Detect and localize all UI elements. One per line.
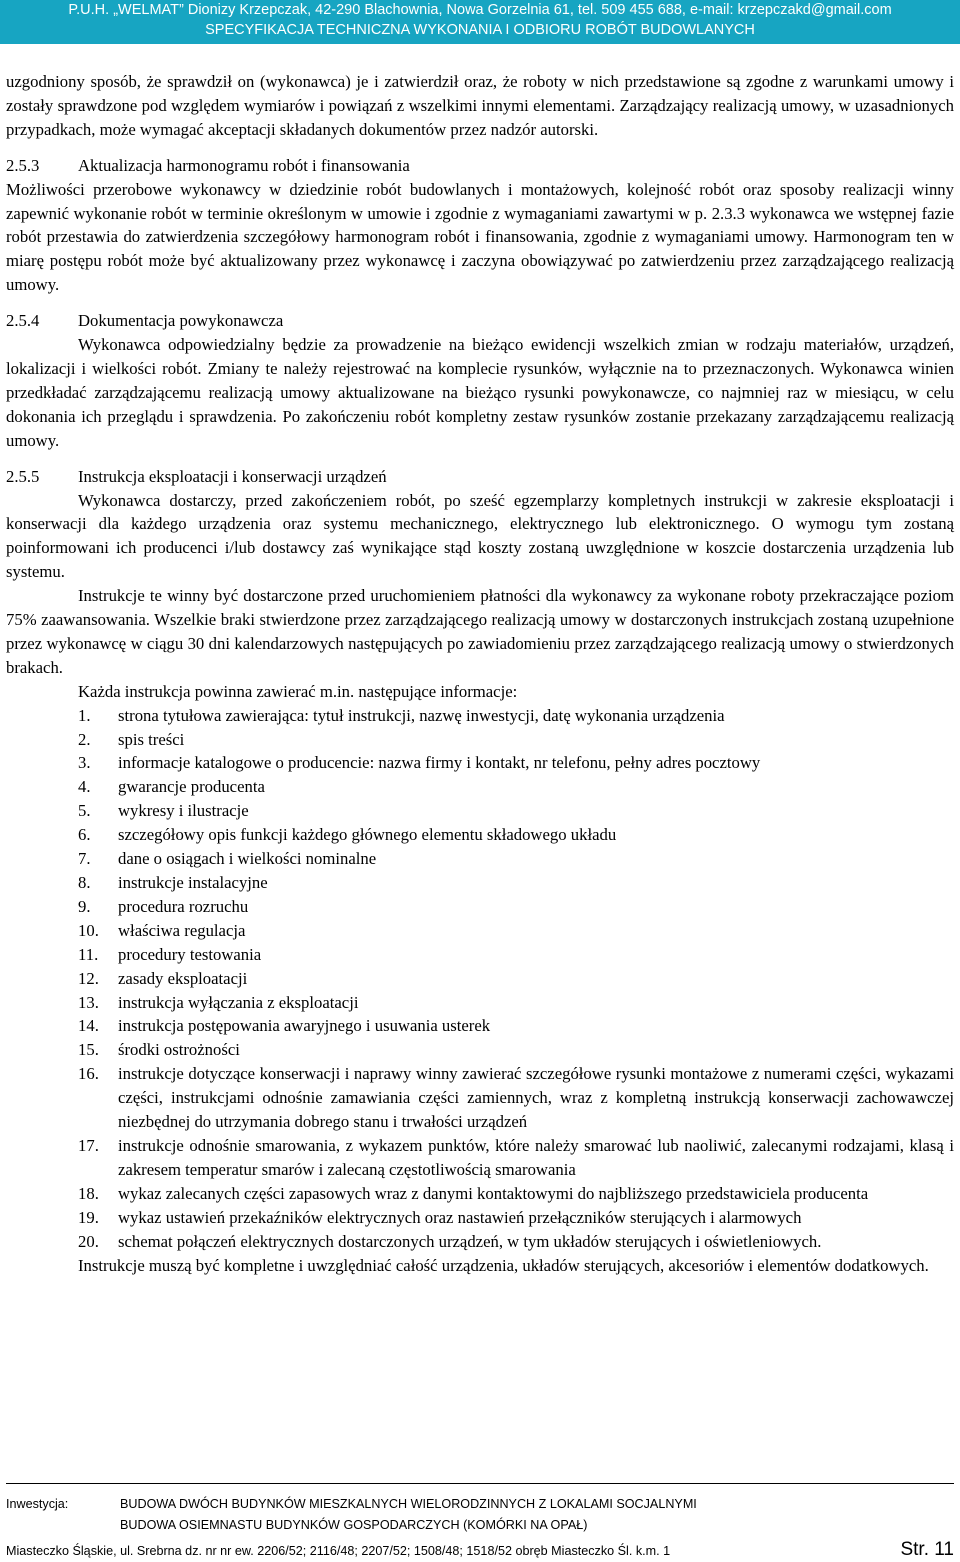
list-item bbox=[6, 823, 954, 847]
list-item-number: 17. bbox=[78, 1135, 99, 1155]
list-item-text: spis treści bbox=[118, 729, 185, 749]
footer-investment-row-2 bbox=[6, 1515, 954, 1536]
document-body bbox=[6, 70, 954, 1277]
footer-address: Miasteczko Śląskie, ul. Srebrna dz. nr nr ew. 2206/52; 2116/48; 2207/52; 1508/48; 1518/52 obręb Miasteczko Śl. k.m. 1 bbox=[6, 1544, 671, 1558]
list-item bbox=[6, 751, 954, 775]
list-item-number: 16. bbox=[78, 1064, 99, 1084]
list-item-text: wykaz ustawień przekaźników elektrycznych oraz nastawień przełączników sterujących i alarmowych bbox=[118, 1207, 802, 1227]
list-item-text: zasady eksploatacji bbox=[118, 968, 248, 988]
list-item-text: wykresy i ilustracje bbox=[118, 801, 249, 821]
list-item-number: 7. bbox=[78, 849, 91, 869]
section-number: 2.5.5 bbox=[6, 466, 40, 486]
list-item-number: 20. bbox=[78, 1231, 99, 1251]
footer-investment-line-1: BUDOWA DWÓCH BUDYNKÓW MIESZKALNYCH WIELORODZINNYCH Z LOKALAMI SOCJALNYMI bbox=[120, 1497, 697, 1511]
footer-bottom-row bbox=[6, 1539, 954, 1562]
section-2-5-3-body: Możliwości przerobowe wykonawcy w dziedzinie robót budowlanych i montażowych, kolejność robót oraz sposoby realizacji winny zapewnić wykonanie robót w terminie określonym w umowie i zgodnie z wymaganiami zawartymi w p. 2.3.3 wykonawca we wstępnej fazie robót przestawia do zatwierdzenia szczegółowy harmonogram robót i finansowania, zgodnie z wymaganiami umowy. Harmonogram ten w miarę postępu robót może być aktualizowany przez wykonawcę i zaczyna obowiązywać po zatwierdzeniu przez zarządzającego realizacją umowy. bbox=[6, 179, 954, 295]
list-item-text: instrukcje instalacyjne bbox=[118, 873, 268, 892]
section-heading-2-5-5 bbox=[6, 465, 954, 489]
list-item-text: właściwa regulacja bbox=[118, 920, 246, 940]
list-item bbox=[6, 1230, 954, 1254]
list-item bbox=[6, 799, 954, 823]
section-title: Instrukcja eksploatacji i konserwacji urządzeń bbox=[78, 466, 387, 486]
list-item bbox=[6, 728, 954, 752]
footer-investment-label: Inwestycja: bbox=[6, 1497, 69, 1511]
list-item-number: 19. bbox=[78, 1207, 99, 1227]
header-company-line: P.U.H. „WELMAT” Dionizy Krzepczak, 42-290 Blachownia, Nowa Gorzelnia 61, tel. 509 455 688, e-mail: krzepczakd@gmail.com bbox=[68, 2, 892, 18]
list-item bbox=[6, 919, 954, 943]
list-item-text: dane o osiągach i wielkości nominalne bbox=[118, 849, 377, 869]
list-item-number: 2. bbox=[78, 729, 91, 749]
list-item-text: schemat połączeń elektrycznych dostarczonych urządzeń, w tym układów sterujących i oświetleniowych. bbox=[118, 1231, 822, 1251]
section-title: Aktualizacja harmonogramu robót i finansowania bbox=[78, 155, 410, 175]
section-2-5-4-body: Wykonawca odpowiedzialny będzie za prowadzenie na bieżąco ewidencji wszelkich zmian w rodzaju materiałów, urządzeń, lokalizacji i wielkości robót. Zmiany te należy rejestrować na komplecie rysunków, wyłącznie na to przeznaczonych. Wykonawca winien przedkładać zarządzającemu realizacją umowy aktualizowane na bieżąco rysunki powykonawcze, co najmniej raz w miesiącu, w celu dokonania ich przeglądu i sprawdzenia. Po zakończeniu robót kompletny zestaw rysunków zostanie przekazany zarządzającemu realizacją umowy. bbox=[6, 335, 954, 450]
section-number: 2.5.4 bbox=[6, 311, 40, 331]
list-item-number: 12. bbox=[78, 968, 99, 988]
list-item-text: instrukcja wyłączania z eksploatacji bbox=[118, 992, 359, 1012]
section-heading-2-5-4 bbox=[6, 309, 954, 333]
list-item-text: gwarancje producenta bbox=[118, 777, 265, 797]
list-item-number: 6. bbox=[78, 825, 91, 845]
footer-divider bbox=[6, 1483, 954, 1484]
list-item-text: szczegółowy opis funkcji każdego głównego elementu składowego układu bbox=[118, 825, 617, 845]
list-item-number: 3. bbox=[78, 753, 91, 773]
list-item-number: 14. bbox=[78, 1016, 99, 1036]
footer-investment-row bbox=[6, 1494, 954, 1515]
list-item bbox=[6, 704, 954, 728]
section-2-5-5-paragraph-3: Każda instrukcja powinna zawierać m.in. następujące informacje: bbox=[78, 681, 518, 701]
list-item-text: informacje katalogowe o producencie: nazwa firmy i kontakt, nr telefonu, pełny adres pocztowy bbox=[118, 753, 761, 773]
section-2-5-5-paragraph-1: Wykonawca dostarczy, przed zakończeniem robót, po sześć egzemplarzy kompletnych instrukcji w zakresie eksploatacji i konserwacji dla każdego urządzenia oraz systemu mechanicznego, elektrycznego lub elektronicznego. O wymogu tym zostaną poinformowani ich producenci i/lub dostawcy zaś wynikające stąd koszty zostaną uwzględnione w koszcie dostarczenia urządzenia lub systemu. bbox=[6, 490, 954, 582]
list-item-text: procedura rozruchu bbox=[118, 896, 249, 916]
section-title: Dokumentacja powykonawcza bbox=[78, 311, 284, 331]
list-item bbox=[6, 1134, 954, 1182]
list-item-number: 10. bbox=[78, 920, 99, 940]
list-item-text: instrukcje odnośnie smarowania, z wykazem punktów, które należy smarować lub naoliwić, zalecanymi rodzajami, klasą i zakresem temperatur smarów i zalecaną częstotliwością smarowania bbox=[118, 1135, 954, 1179]
list-item-number: 13. bbox=[78, 992, 99, 1012]
list-item-number: 11. bbox=[78, 944, 99, 964]
header-document-title: SPECYFIKACJA TECHNICZNA WYKONANIA I ODBIORU ROBÓT BUDOWLANYCH bbox=[205, 22, 755, 38]
section-2-5-5-paragraph-2: Instrukcje te winny być dostarczone przed uruchomieniem płatności dla wykonawcy za wykonane roboty przekraczające poziom 75% zaawansowania. Wszelkie braki stwierdzone przez zarządzającego realizacją umowy w dostarczonych instrukcjach zostaną uzupełnione przez wykonawcę w ciągu 30 dni kalendarzowych następujących po zawiadomieniu przez zarządzającego realizacją umowy o stwierdzonych brakach. bbox=[6, 586, 954, 677]
list-item bbox=[6, 967, 954, 991]
list-item bbox=[6, 943, 954, 967]
list-item bbox=[6, 1206, 954, 1230]
footer-investment-line-2: BUDOWA OSIEMNASTU BUDYNKÓW GOSPODARCZYCH (KOMÓRKI NA OPAŁ) bbox=[120, 1518, 588, 1532]
list-item bbox=[6, 847, 954, 871]
section-2-5-5-closing: Instrukcje muszą być kompletne i uwzględniać całość urządzenia, układów sterujących, akcesoriów i elementów dodatkowych. bbox=[78, 1255, 929, 1275]
list-item-number: 9. bbox=[78, 896, 91, 916]
list-item bbox=[6, 1062, 954, 1134]
page-footer bbox=[6, 1494, 954, 1562]
list-item-number: 18. bbox=[78, 1183, 99, 1203]
list-item bbox=[6, 775, 954, 799]
list-item-text: instrukcje dotyczące konserwacji i naprawy winny zawierać szczegółowe rysunki montażowe z numerami części, wykazami części, instrukcjami odnośnie zamawiania części zamiennych, wraz z kompletną instrukcją konserwacji zachowawczej niezbędnej do utrzymania dobrego stanu i trwałości urządzeń bbox=[118, 1064, 954, 1132]
list-item-number: 8. bbox=[78, 873, 91, 892]
list-item-number: 4. bbox=[78, 777, 91, 797]
list-item-text: środki ostrożności bbox=[118, 1040, 240, 1060]
list-item-text: strona tytułowa zawierająca: tytuł instrukcji, nazwę inwestycji, datę wykonania urządzenia bbox=[118, 705, 725, 725]
list-item-text: instrukcja postępowania awaryjnego i usuwania usterek bbox=[118, 1016, 491, 1036]
page-header bbox=[0, 0, 960, 44]
list-item bbox=[6, 1038, 954, 1062]
list-item-text: wykaz zalecanych części zapasowych wraz z danymi kontaktowymi do najbliższego przedstawiciela producenta bbox=[118, 1183, 869, 1203]
section-number: 2.5.3 bbox=[6, 155, 40, 175]
instruction-contents-list bbox=[6, 704, 954, 1254]
intro-paragraph: uzgodniony sposób, że sprawdził on (wykonawca) je i zatwierdził oraz, że roboty w nich przedstawione są zgodne z warunkami umowy i zostały sprawdzone pod względem wymiarów i powiązań z wszelkimi innymi elementami. Zarządzający realizacją umowy, w uzasadnionych przypadkach, może wymagać akceptacji składanych dokumentów przez nadzór autorski. bbox=[6, 72, 954, 139]
section-heading-2-5-3 bbox=[6, 154, 954, 178]
list-item-text: procedury testowania bbox=[118, 944, 262, 964]
page-number: Str. 11 bbox=[900, 1539, 954, 1560]
list-item bbox=[6, 991, 954, 1015]
list-item-number: 1. bbox=[78, 705, 91, 725]
list-item bbox=[6, 1014, 954, 1038]
list-item-number: 5. bbox=[78, 801, 91, 821]
list-item-number: 15. bbox=[78, 1040, 99, 1060]
list-item bbox=[6, 871, 954, 895]
list-item bbox=[6, 1182, 954, 1206]
list-item bbox=[6, 895, 954, 919]
